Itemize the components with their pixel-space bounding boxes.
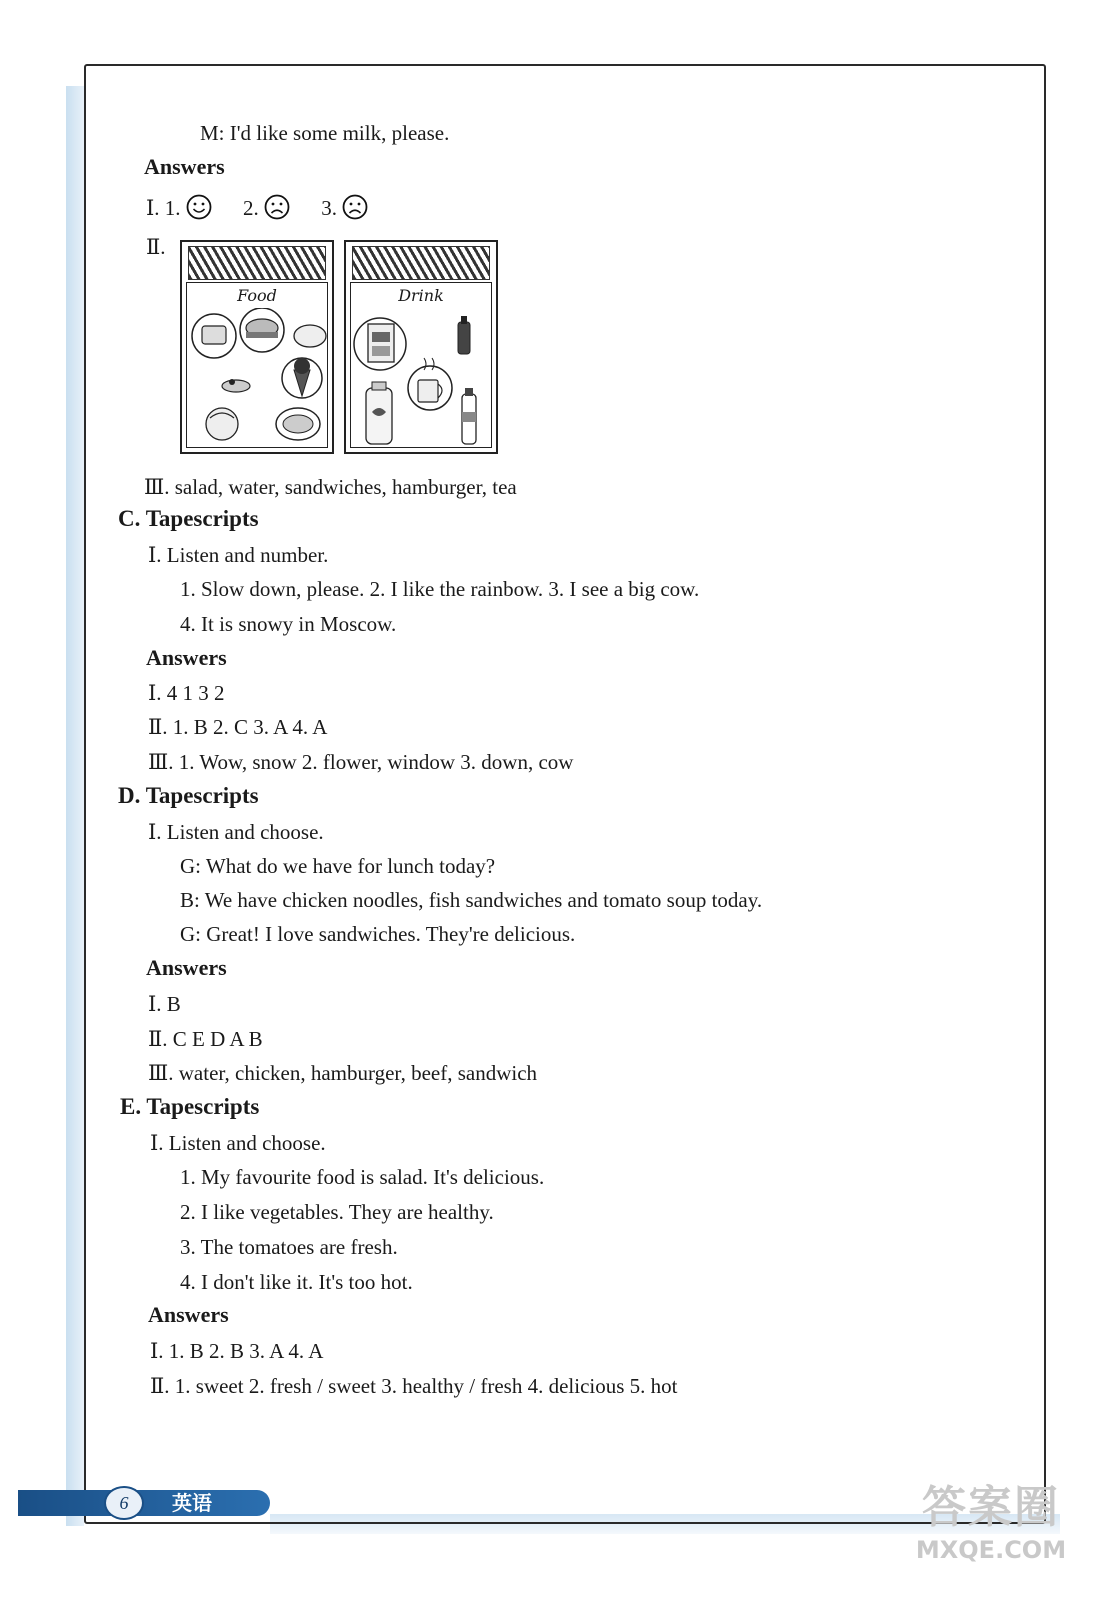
page-number: 6 (104, 1486, 144, 1520)
instruction-line: Ⅰ. Listen and choose. (150, 1131, 326, 1155)
answer-number: 3. (321, 196, 338, 220)
page-side-shade (66, 86, 84, 1526)
dialogue-line: B: We have chicken noodles, fish sandwiches and tomato soup today. (180, 888, 763, 912)
answer-line-faces (146, 194, 368, 221)
answer-line: Ⅱ. C E D A B (148, 1027, 263, 1051)
answers-heading: Answers (146, 955, 227, 980)
subject-label: 英语 (172, 1491, 212, 1515)
panel-banner (188, 246, 326, 280)
dialogue-line: G: What do we have for lunch today? (180, 854, 496, 878)
watermark-logo (906, 1480, 1076, 1590)
drink-panel (344, 240, 498, 454)
answer-line: Ⅱ. 1. B 2. C 3. A 4. A (148, 715, 328, 739)
section-heading-d: D. Tapescripts (118, 783, 259, 808)
food-illustration (188, 308, 328, 448)
answers-heading: Answers (148, 1302, 229, 1327)
answer-line: Ⅲ. water, chicken, hamburger, beef, sandwich (148, 1061, 538, 1085)
answer-line: Ⅰ. B (148, 992, 181, 1016)
instruction-line: Ⅰ. Listen and choose. (148, 820, 324, 844)
answer-number: 2. (243, 196, 259, 220)
tapescript-line: 4. I don't like it. It's too hot. (180, 1270, 413, 1294)
answer-line: Ⅰ. 4 1 3 2 (148, 681, 225, 705)
drink-illustration (352, 308, 492, 448)
tapescript-line: 2. I like vegetables. They are healthy. (180, 1200, 494, 1224)
answer-line: Ⅲ. salad, water, sandwiches, hamburger, tea (144, 475, 517, 499)
panel-banner (352, 246, 490, 280)
dialogue-line: G: Great! I love sandwiches. They're delicious. (180, 922, 576, 946)
answer-prefix-panels: Ⅱ. (146, 235, 166, 259)
answers-heading: Answers (144, 154, 225, 179)
tapescript-line: 4. It is snowy in Moscow. (180, 612, 397, 636)
answer-line: Ⅰ. 1. B 2. B 3. A 4. A (150, 1339, 324, 1363)
answer-line: Ⅲ. 1. Wow, snow 2. flower, window 3. down, cow (148, 750, 574, 774)
watermark-top: 答案圈 (922, 1482, 1060, 1533)
tapescript-line: 1. My favourite food is salad. It's delicious. (180, 1165, 545, 1189)
food-label: Food (237, 286, 277, 305)
frown-face-icon (342, 194, 368, 220)
answer-prefix: Ⅰ. 1. (146, 196, 181, 220)
footer-bar (18, 1490, 270, 1516)
answers-heading: Answers (146, 645, 227, 670)
smile-face-icon (186, 194, 212, 220)
tapescript-line: 3. The tomatoes are fresh. (180, 1235, 398, 1259)
section-heading-e: E. Tapescripts (120, 1094, 260, 1119)
tapescript-line: 1. Slow down, please. 2. I like the rainbow. 3. I see a big cow. (180, 577, 700, 601)
instruction-line: Ⅰ. Listen and number. (148, 543, 329, 567)
dialogue-line: M: I'd like some milk, please. (200, 121, 450, 145)
answer-line: Ⅱ. 1. sweet 2. fresh / sweet 3. healthy / fresh 4. delicious 5. hot (150, 1374, 678, 1398)
section-heading-c: C. Tapescripts (118, 506, 259, 531)
food-panel (180, 240, 334, 454)
drink-label: Drink (398, 286, 444, 305)
frown-face-icon (264, 194, 290, 220)
watermark-bottom: MXQE.COM (915, 1536, 1067, 1564)
